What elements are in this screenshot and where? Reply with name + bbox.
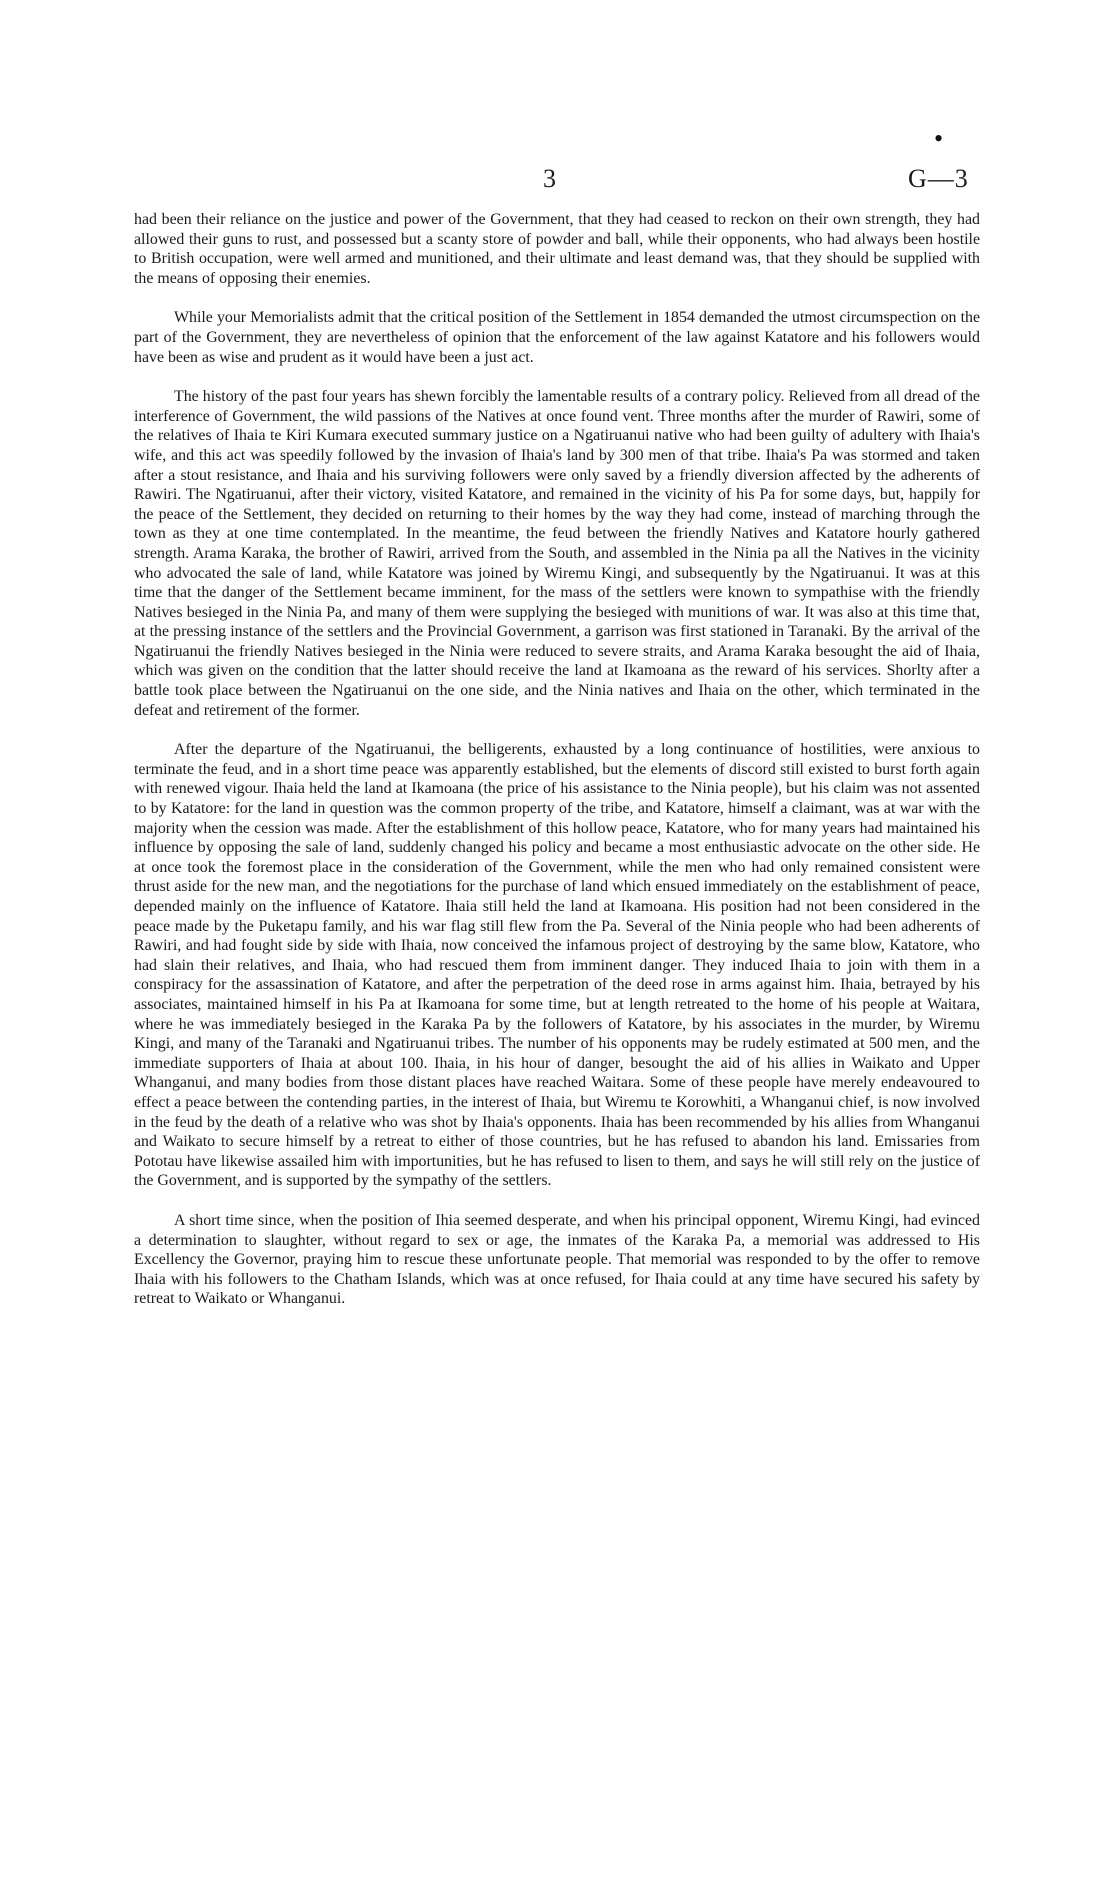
body-text (134, 210, 980, 1329)
page-header (0, 164, 1114, 204)
paragraph-2: While your Memorialists admit that the critical position of the Settlement in 1854 demanded the utmost circumspection on the part of the Government, they are nevertheless of opinion that the enforcement of the law against Katatore and his followers would have been as wise and prudent as it would have been a just act. (134, 309, 980, 366)
document-reference: G—3 (908, 164, 969, 193)
margin-mark: • (934, 124, 944, 153)
paragraph-3: The history of the past four years has shewn forcibly the lamentable results of a contrary policy. Relieved from all dread of the interference of Government, the wild passions of the Natives at once found vent. Three months after the murder of Rawiri, some of the relatives of Ihaia te Kiri Kumara executed summary justice on a Ngatiruanui native who had been guilty of adultery with Ihaia's wife, and this act was speedily followed by the invasion of Ihaia's land by 300 men of that tribe. Ihaia's Pa was stormed and taken after a stout resistance, and Ihaia and his surviving followers were only saved by a friendly diversion affected by the adherents of Rawiri. The Ngatiruanui, after their victory, visited Katatore, and remained in the vicinity of his Pa for some days, but, happily for the peace of the Settlement, they decided on returning to their homes by the way they had come, instead of marching through the town as they at one time contemplated. In the meantime, the feud between the friendly Natives and Katatore hourly gathered strength. Arama Karaka, the brother of Rawiri, arrived from the South, and assembled in the Ninia pa all the Natives in the vicinity who advocated the sale of land, while Katatore was joined by Wiremu Kingi, and subsequently by the Ngatiruanui. It was at this time that the danger of the Settlement became imminent, for the mass of the settlers were known to sympathise with the friendly Natives besieged in the Ninia Pa, and many of them were supplying the besieged with munitions of war. It was also at this time that, at the pressing instance of the settlers and the Provincial Government, a garrison was first stationed in Taranaki. By the arrival of the Ngatiruanui the friendly Natives besieged in the Ninia were reduced to severe straits, and Arama Karaka besought the aid of Ihaia, which was given on the condition that the latter should receive the land at Ikamoana as the reward of his services. Shorlty after a battle took place between the Ngatiruanui on the one side, and the Ninia natives and Ihaia on the other, which terminated in the defeat and retirement of the former. (134, 388, 980, 719)
paragraph-1: had been their reliance on the justice and power of the Government, that they had ceased to reckon on their own strength, they had allowed their guns to rust, and possessed but a scanty store of powder and ball, while their opponents, who had always been hostile to British occupation, were well armed and munitioned, and their ultimate and least demand was, that they should be supplied with the means of opposing their enemies. (134, 211, 980, 287)
paragraph-4: After the departure of the Ngatiruanui, the belligerents, exhausted by a long continuance of hostilities, were anxious to terminate the feud, and in a short time peace was apparently established, but the elements of discord still existed to burst forth again with renewed vigour. Ihaia held the land at Ikamoana (the price of his assistance to the Ninia people), but his claim was not assented to by Katatore: for the land in question was the common property of the tribe, and Katatore, himself a claimant, was at war with the majority when the cession was made. After the establishment of this hollow peace, Katatore, who for many years had maintained his influence by opposing the sale of land, suddenly changed his policy and became a most enthusiastic advocate on the other side. He at once took the foremost place in the consideration of the Government, while the men who had only remained consistent were thrust aside for the new man, and the negotiations for the purchase of land which ensued immediately on the establishment of peace, depended mainly on the influence of Katatore. Ihaia still held the land at Ikamoana. His position had not been considered in the peace made by the Puketapu family, and his war flag still flew from the Pa. Several of the Ninia people who had been adherents of Rawiri, and had fought side by side with Ihaia, now conceived the infamous project of destroying by the same blow, Katatore, who had slain their relatives, and Ihaia, who had rescued them from imminent danger. They induced Ihaia to join with them in a conspiracy for the assassination of Katatore, and after the perpetration of the deed rose in arms against him. Ihaia, betrayed by his associates, maintained himself in his Pa at Ikamoana for some time, but at length retreated to the home of his people at Waitara, where he was immediately besieged in the Karaka Pa by the followers of Katatore, by his associates in the murder, by Wiremu Kingi, and many of the Taranaki and Ngatiruanui tribes. The number of his opponents may be rudely estimated at 500 men, and the immediate supporters of Ihaia at about 100. Ihaia, in his hour of danger, besought the aid of his allies in Waikato and Upper Whanganui, and many bodies from those distant places have reached Waitara. Some of these people have merely endeavoured to effect a peace between the contending parties, in the interest of Ihaia, but Wiremu te Korowhiti, a Whanganui chief, is now involved in the feud by the death of a relative who was shot by Ihaia's opponents. Ihaia has been recommended by his allies from Whanganui and Waikato to secure himself by a retreat to either of those countries, but he has refused to abandon his land. Emissaries from Pototau have likewise assailed him with importunities, but he has refused to lisen to them, and says he will still rely on the justice of the Government, and is supported by the sympathy of the settlers. (134, 741, 980, 1190)
paragraph-5: A short time since, when the position of Ihia seemed desperate, and when his principal opponent, Wiremu Kingi, had evinced a determination to slaughter, without regard to sex or age, the inmates of the Karaka Pa, a memorial was addressed to His Excellency the Governor, praying him to rescue these unfortunate people. That memorial was responded to by the offer to remove Ihaia with his followers to the Chatham Islands, which was at once refused, for Ihaia could at any time have secured his safety by retreat to Waikato or Whanganui. (134, 1211, 980, 1308)
page-number: 3 (543, 164, 556, 193)
